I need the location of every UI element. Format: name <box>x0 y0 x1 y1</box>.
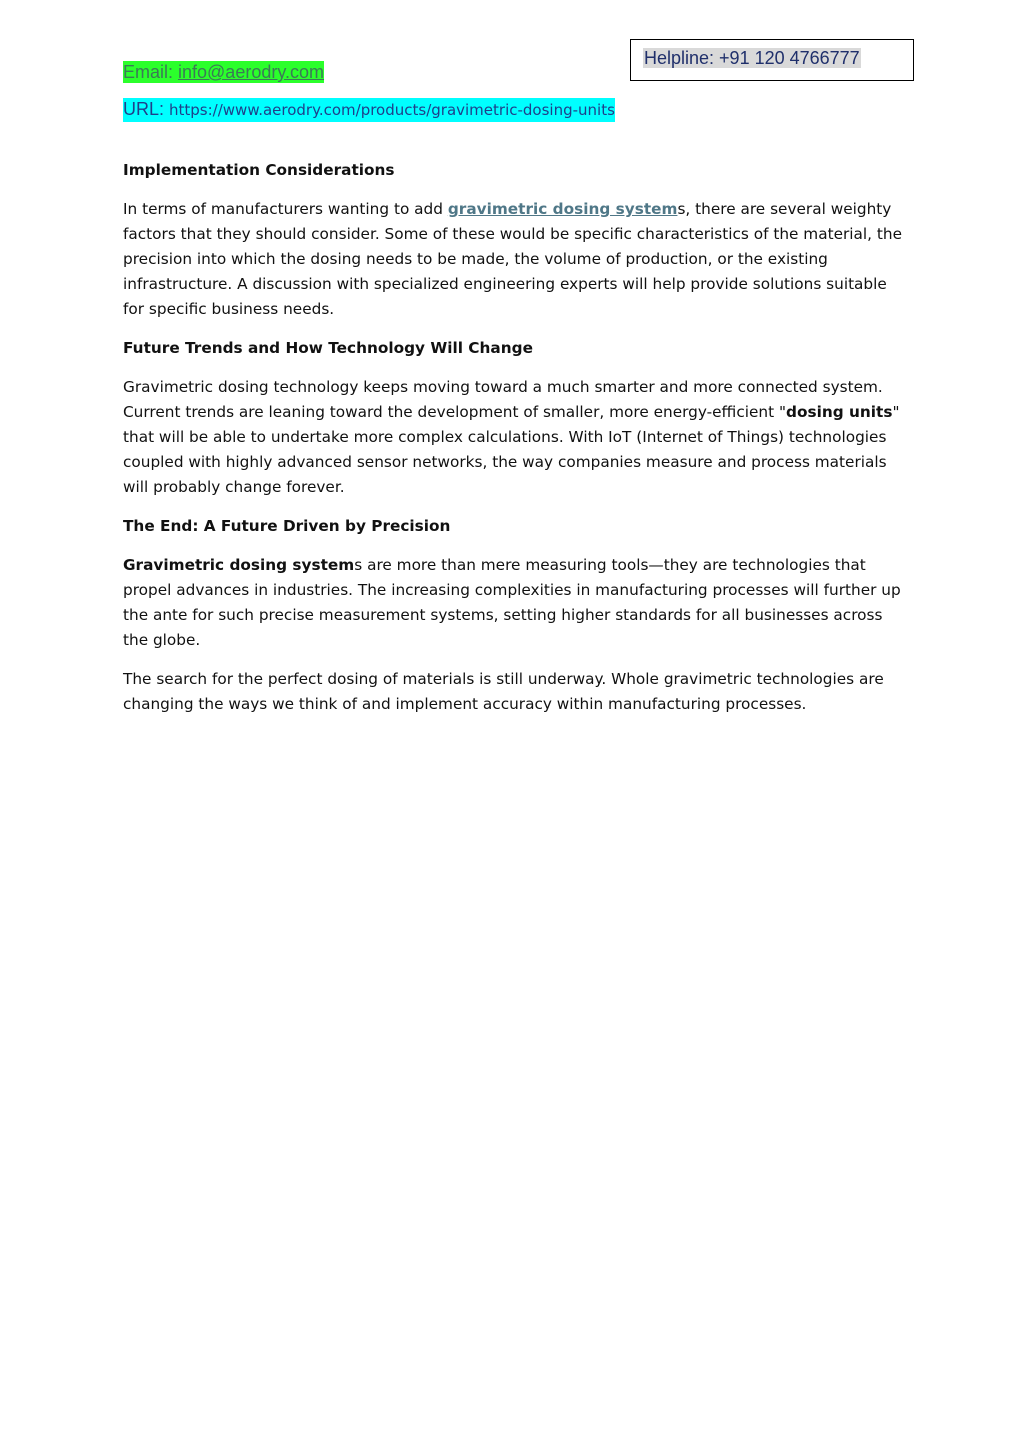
section-heading-future: Future Trends and How Technology Will Change <box>123 339 533 357</box>
helpline-box <box>630 39 914 81</box>
gravimetric-dosing-system-link[interactable]: gravimetric dosing system <box>447 200 678 218</box>
section-heading-end: The End: A Future Driven by Precision <box>123 517 451 535</box>
bold-text: Gravimetric dosing system <box>123 556 355 574</box>
paragraph-text: " that will be able to undertake more complex calculations. With IoT (Internet of Things) technologies coupled with highly advanced sensor networks, the way companies measure and process materials will probably change forever. <box>123 403 900 496</box>
url-label: URL: <box>123 99 170 119</box>
paragraph-implementation <box>123 197 905 322</box>
email-link[interactable]: info@aerodry.com <box>178 62 325 82</box>
paragraph-text: s are more than mere measuring tools—they are technologies that propel advances in industries. The increasing complexities in manufacturing processes will further up the ante for such precise measurement systems, setting higher standards for all businesses across the globe. <box>123 556 901 649</box>
paragraph-end-2: The search for the perfect dosing of materials is still underway. Whole gravimetric technologies are changing the ways we think of and implement accuracy within manufacturing processes. <box>123 670 884 713</box>
section-heading-implementation: Implementation Considerations <box>123 161 395 179</box>
paragraph-text: s, there are several weighty factors that they should consider. Some of these would be specific characteristics of the material, the precision into which the dosing needs to be made, the volume of production, or the existing infrastructure. A discussion with specialized engineering experts will help provide solutions suitable for specific business needs. <box>123 200 902 318</box>
email-line <box>123 61 324 83</box>
paragraph-future <box>123 375 905 500</box>
bold-text: dosing units <box>786 403 893 421</box>
paragraph-text: In terms of manufacturers wanting to add <box>123 200 448 218</box>
url-line <box>123 98 615 122</box>
paragraph-end-1 <box>123 553 905 653</box>
paragraph-text: Gravimetric dosing technology keeps moving toward a much smarter and more connected system. Current trends are leaning toward the development of smaller, more energy-efficient " <box>123 378 883 421</box>
document-body <box>123 158 905 731</box>
url-value[interactable]: https://www.aerodry.com/products/gravimetric-dosing-units <box>169 101 615 119</box>
helpline-text: Helpline: +91 120 4766777 <box>644 48 860 68</box>
email-label: Email: <box>123 62 179 82</box>
